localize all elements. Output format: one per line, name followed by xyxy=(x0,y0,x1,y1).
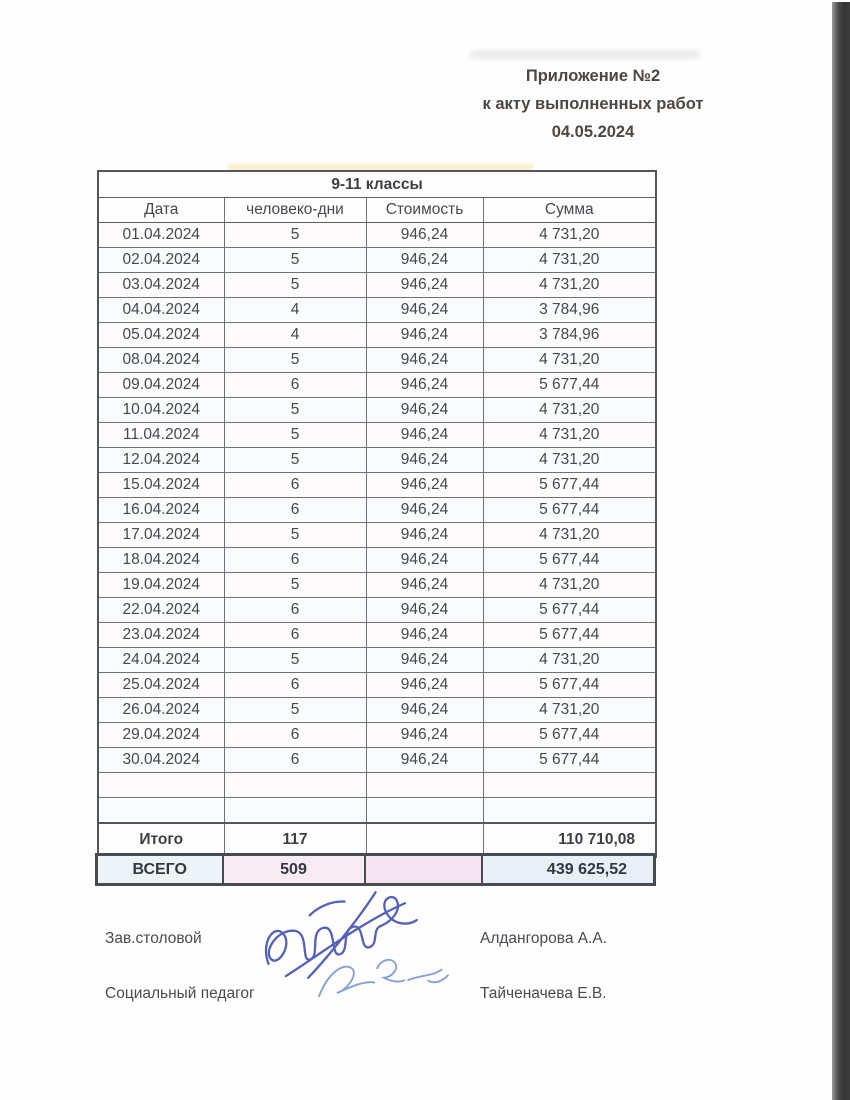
table-cell: 30.04.2024 xyxy=(98,748,224,773)
table-cell: 4 731,20 xyxy=(483,248,656,273)
table-cell: 946,24 xyxy=(366,448,483,473)
table-row xyxy=(98,448,656,473)
signature-role-2: Социальный педагог xyxy=(105,985,255,1002)
grand-total-table xyxy=(95,853,656,886)
table-cell: 6 xyxy=(224,473,366,498)
classes-9-11-table xyxy=(97,170,657,858)
table-cell: 5 677,44 xyxy=(483,548,656,573)
table-row xyxy=(98,623,656,648)
table-cell: 946,24 xyxy=(366,723,483,748)
table-cell: 946,24 xyxy=(366,523,483,548)
table-cell: 5 xyxy=(224,523,366,548)
table-cell: 6 xyxy=(224,598,366,623)
totals-person-days: 117 xyxy=(224,823,366,857)
table-row xyxy=(98,698,656,723)
table-cell: 16.04.2024 xyxy=(98,498,224,523)
table-row xyxy=(98,248,656,273)
table-cell: 946,24 xyxy=(366,348,483,373)
table-cell: 5 xyxy=(224,698,366,723)
table-cell: 5 677,44 xyxy=(483,373,656,398)
table-cell: 6 xyxy=(224,673,366,698)
table-cell: 4 731,20 xyxy=(483,398,656,423)
table-cell: 5 677,44 xyxy=(483,673,656,698)
document-header xyxy=(418,62,768,146)
table-cell: 5 677,44 xyxy=(483,723,656,748)
table-cell: 10.04.2024 xyxy=(98,398,224,423)
table-row xyxy=(98,723,656,748)
table-row xyxy=(98,398,656,423)
table-cell xyxy=(224,773,366,798)
totals-cost xyxy=(366,823,483,857)
table-cell: 29.04.2024 xyxy=(98,723,224,748)
table-cell: 19.04.2024 xyxy=(98,573,224,598)
table-cell: 946,24 xyxy=(366,623,483,648)
table-row xyxy=(98,423,656,448)
table-cell: 12.04.2024 xyxy=(98,448,224,473)
signature-name-1: Алдангорова А.А. xyxy=(480,930,608,947)
table-cell: 4 731,20 xyxy=(483,223,656,248)
table-cell: 5 677,44 xyxy=(483,498,656,523)
table-cell: 4 731,20 xyxy=(483,573,656,598)
table-row xyxy=(98,573,656,598)
table-cell: 946,24 xyxy=(366,273,483,298)
table-cell: 5 xyxy=(224,248,366,273)
table-cell: 946,24 xyxy=(366,248,483,273)
table-cell: 02.04.2024 xyxy=(98,248,224,273)
table-cell: 04.04.2024 xyxy=(98,298,224,323)
table-cell: 946,24 xyxy=(366,373,483,398)
table-cell xyxy=(366,798,483,824)
table-cell: 5 xyxy=(224,448,366,473)
table-title-row xyxy=(98,171,656,198)
table-cell: 08.04.2024 xyxy=(98,348,224,373)
table-cell: 26.04.2024 xyxy=(98,698,224,723)
table-row xyxy=(98,473,656,498)
table-cell: 4 731,20 xyxy=(483,648,656,673)
table-cell: 946,24 xyxy=(366,548,483,573)
table-cell: 946,24 xyxy=(366,673,483,698)
table-cell: 946,24 xyxy=(366,323,483,348)
table-cell: 15.04.2024 xyxy=(98,473,224,498)
handwritten-signature-2 xyxy=(298,946,461,1011)
table-cell: 5 xyxy=(224,398,366,423)
table-cell: 17.04.2024 xyxy=(98,523,224,548)
table-header-row xyxy=(98,198,656,223)
table-cell: 6 xyxy=(224,498,366,523)
table-cell: 6 xyxy=(224,548,366,573)
table-row xyxy=(98,748,656,773)
table-row xyxy=(98,548,656,573)
table-cell xyxy=(366,773,483,798)
table-cell: 946,24 xyxy=(366,423,483,448)
table-cell: 946,24 xyxy=(366,598,483,623)
table-cell: 5 xyxy=(224,648,366,673)
table-cell: 4 xyxy=(224,323,366,348)
table-cell: 01.04.2024 xyxy=(98,223,224,248)
table-cell: 22.04.2024 xyxy=(98,598,224,623)
header-cell: Стоимость xyxy=(366,198,483,223)
table-cell: 946,24 xyxy=(366,498,483,523)
table-row xyxy=(98,323,656,348)
table-cell: 24.04.2024 xyxy=(98,648,224,673)
table-cell: 3 784,96 xyxy=(483,298,656,323)
table-title: 9-11 классы xyxy=(98,171,656,198)
table-row xyxy=(98,648,656,673)
table-cell: 4 731,20 xyxy=(483,523,656,548)
table-cell: 5 xyxy=(224,273,366,298)
totals-sum: 110 710,08 xyxy=(483,823,656,857)
table-cell: 25.04.2024 xyxy=(98,673,224,698)
table-cell: 946,24 xyxy=(366,748,483,773)
grand-total-cost xyxy=(365,855,482,885)
table-cell: 5 xyxy=(224,423,366,448)
table-cell: 946,24 xyxy=(366,573,483,598)
table-row xyxy=(98,523,656,548)
handwritten-signature-1 xyxy=(248,881,437,991)
table-cell: 5 xyxy=(224,573,366,598)
grand-total-sum: 439 625,52 xyxy=(482,855,655,885)
table-cell: 3 784,96 xyxy=(483,323,656,348)
totals-label: Итого xyxy=(98,823,224,857)
table-cell: 6 xyxy=(224,748,366,773)
table-cell: 946,24 xyxy=(366,223,483,248)
table-cell: 4 731,20 xyxy=(483,423,656,448)
table-cell: 23.04.2024 xyxy=(98,623,224,648)
header-cell: человеко-дни xyxy=(224,198,366,223)
table-row xyxy=(98,348,656,373)
signature-role-1: Зав.столовой xyxy=(105,930,202,947)
table-cell: 18.04.2024 xyxy=(98,548,224,573)
table-cell: 09.04.2024 xyxy=(98,373,224,398)
table-cell: 4 731,20 xyxy=(483,698,656,723)
grand-total-person-days: 509 xyxy=(223,855,365,885)
table-cell: 946,24 xyxy=(366,698,483,723)
scanner-edge-shadow xyxy=(832,2,850,1100)
grand-total-row xyxy=(97,855,655,885)
table-cell: 5 xyxy=(224,223,366,248)
table-cell xyxy=(98,773,224,798)
table-row xyxy=(98,598,656,623)
grand-total-label: ВСЕГО xyxy=(97,855,223,885)
header-cell: Дата xyxy=(98,198,224,223)
table-cell: 6 xyxy=(224,623,366,648)
table-cell: 6 xyxy=(224,373,366,398)
table-cell xyxy=(98,798,224,824)
table-cell: 5 677,44 xyxy=(483,473,656,498)
table-cell: 03.04.2024 xyxy=(98,273,224,298)
table-cell: 946,24 xyxy=(366,398,483,423)
table-cell: 4 731,20 xyxy=(483,348,656,373)
table-cell: 946,24 xyxy=(366,648,483,673)
table-cell: 946,24 xyxy=(366,298,483,323)
table-row xyxy=(98,798,656,824)
table-cell xyxy=(483,798,656,824)
table-cell xyxy=(224,798,366,824)
table-cell: 946,24 xyxy=(366,473,483,498)
table-body xyxy=(98,223,656,824)
table-row xyxy=(98,673,656,698)
table-cell: 4 xyxy=(224,298,366,323)
header-date: 04.05.2024 xyxy=(551,123,635,141)
scan-smudge xyxy=(470,50,700,59)
table-cell: 6 xyxy=(224,723,366,748)
table-row xyxy=(98,223,656,248)
table-row xyxy=(98,498,656,523)
table-row xyxy=(98,298,656,323)
header-cell: Сумма xyxy=(483,198,656,223)
table-row xyxy=(98,373,656,398)
header-act-line: к акту выполненных работ xyxy=(482,95,704,113)
table-cell: 05.04.2024 xyxy=(98,323,224,348)
table-cell: 5 677,44 xyxy=(483,748,656,773)
table-row xyxy=(98,273,656,298)
table-cell: 11.04.2024 xyxy=(98,423,224,448)
table-row xyxy=(98,773,656,798)
table-cell: 4 731,20 xyxy=(483,273,656,298)
table-cell: 5 677,44 xyxy=(483,623,656,648)
table-cell: 5 xyxy=(224,348,366,373)
table-cell xyxy=(483,773,656,798)
header-appendix-line: Приложение №2 xyxy=(525,67,661,85)
table-cell: 5 677,44 xyxy=(483,598,656,623)
signature-name-2: Тайченачева Е.В. xyxy=(480,985,607,1002)
table-cell: 4 731,20 xyxy=(483,448,656,473)
totals-row xyxy=(98,823,656,857)
